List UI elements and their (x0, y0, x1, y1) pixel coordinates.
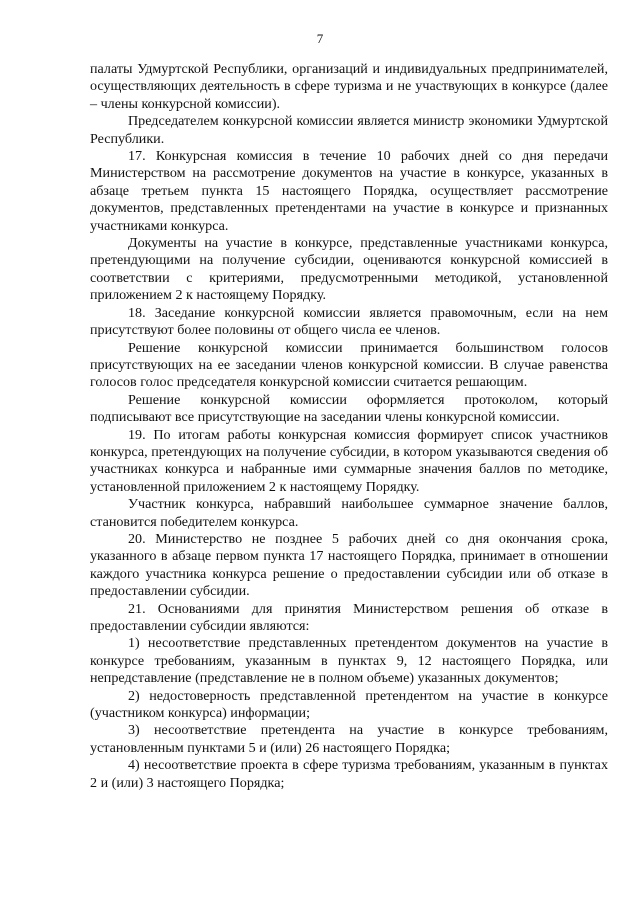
page-number: 7 (316, 31, 324, 46)
paragraph-17-evaluation: Документы на участие в конкурсе, представленные участниками конкурса, претендующими на получение субсидии, оцениваются конкурсной комиссией в соответствии с критериями, предусмотренными методикой, установленной приложением 2 к настоящему Порядку. (90, 235, 608, 304)
paragraph-commission-chair: Председателем конкурсной комиссии является министр экономики Удмуртской Республики. (90, 113, 608, 147)
list-item-2: 2) недостоверность представленной претендентом на участие в конкурсе (участником конкурса) информации; (90, 687, 608, 722)
paragraph-18-majority: Решение конкурсной комиссии принимается большинством голосов присутствующих на ее заседании членов конкурсной комиссии. В случае равенства голосов голос председателя конкурсной комиссии считается решающим. (90, 339, 608, 391)
paragraph-19: 19. По итогам работы конкурсная комиссия формирует список участников конкурса, претендующих на получение субсидии, в котором указываются сведения об участниках конкурса и набранные ими суммарные значения баллов по методике, установленной приложением 2 к настоящему Порядку. (90, 426, 608, 495)
paragraph-21: 21. Основаниями для принятия Министерством решения об отказе в предоставлении субсидии являются: (90, 600, 608, 634)
paragraph-18-protocol: Решение конкурсной комиссии оформляется протоколом, который подписывают все присутствующие на заседании члены конкурсной комиссии. (90, 391, 608, 426)
paragraph-18: 18. Заседание конкурсной комиссии является правомочным, если на нем присутствуют более половины от общего числа ее членов. (90, 304, 608, 339)
list-item-4: 4) несоответствие проекта в сфере туризма требованиям, указанным в пунктах 2 и (или) 3 настоящего Порядка; (90, 757, 608, 791)
paragraph-commission-composition: палаты Удмуртской Республики, организаций и индивидуальных предпринимателей, осуществляющих деятельность в сфере туризма и не участвующих в конкурсе (далее – члены конкурсной комиссии). (90, 61, 608, 112)
list-item-1: 1) несоответствие представленных претендентом документов на участие в конкурсе требованиям, указанным в пунктах 9, 12 настоящего Порядка, или непредставление (представление не в полном объеме) указанных документов; (90, 635, 608, 687)
list-item-3: 3) несоответствие претендента на участие в конкурсе требованиям, установленным пунктами 5 и (или) 26 настоящего Порядка; (90, 722, 608, 756)
document-body (90, 61, 608, 792)
paragraph-19-winner: Участник конкурса, набравший наибольшее суммарное значение баллов, становится победителем конкурса. (90, 496, 608, 530)
paragraph-17: 17. Конкурсная комиссия в течение 10 рабочих дней со дня передачи Министерством на рассмотрение документов на участие в конкурсе, указанных в абзаце третьем пункта 15 настоящего Порядка, осуществляет рассмотрение документов, представленных претендентами на участие в конкурсе и признанных участниками конкурса. (90, 148, 608, 234)
paragraph-20: 20. Министерство не позднее 5 рабочих дней со дня окончания срока, указанного в абзаце первом пункта 17 настоящего Порядка, принимает в отношении каждого участника конкурса решение о предоставлении субсидии или об отказе в предоставлении субсидии. (90, 530, 608, 600)
